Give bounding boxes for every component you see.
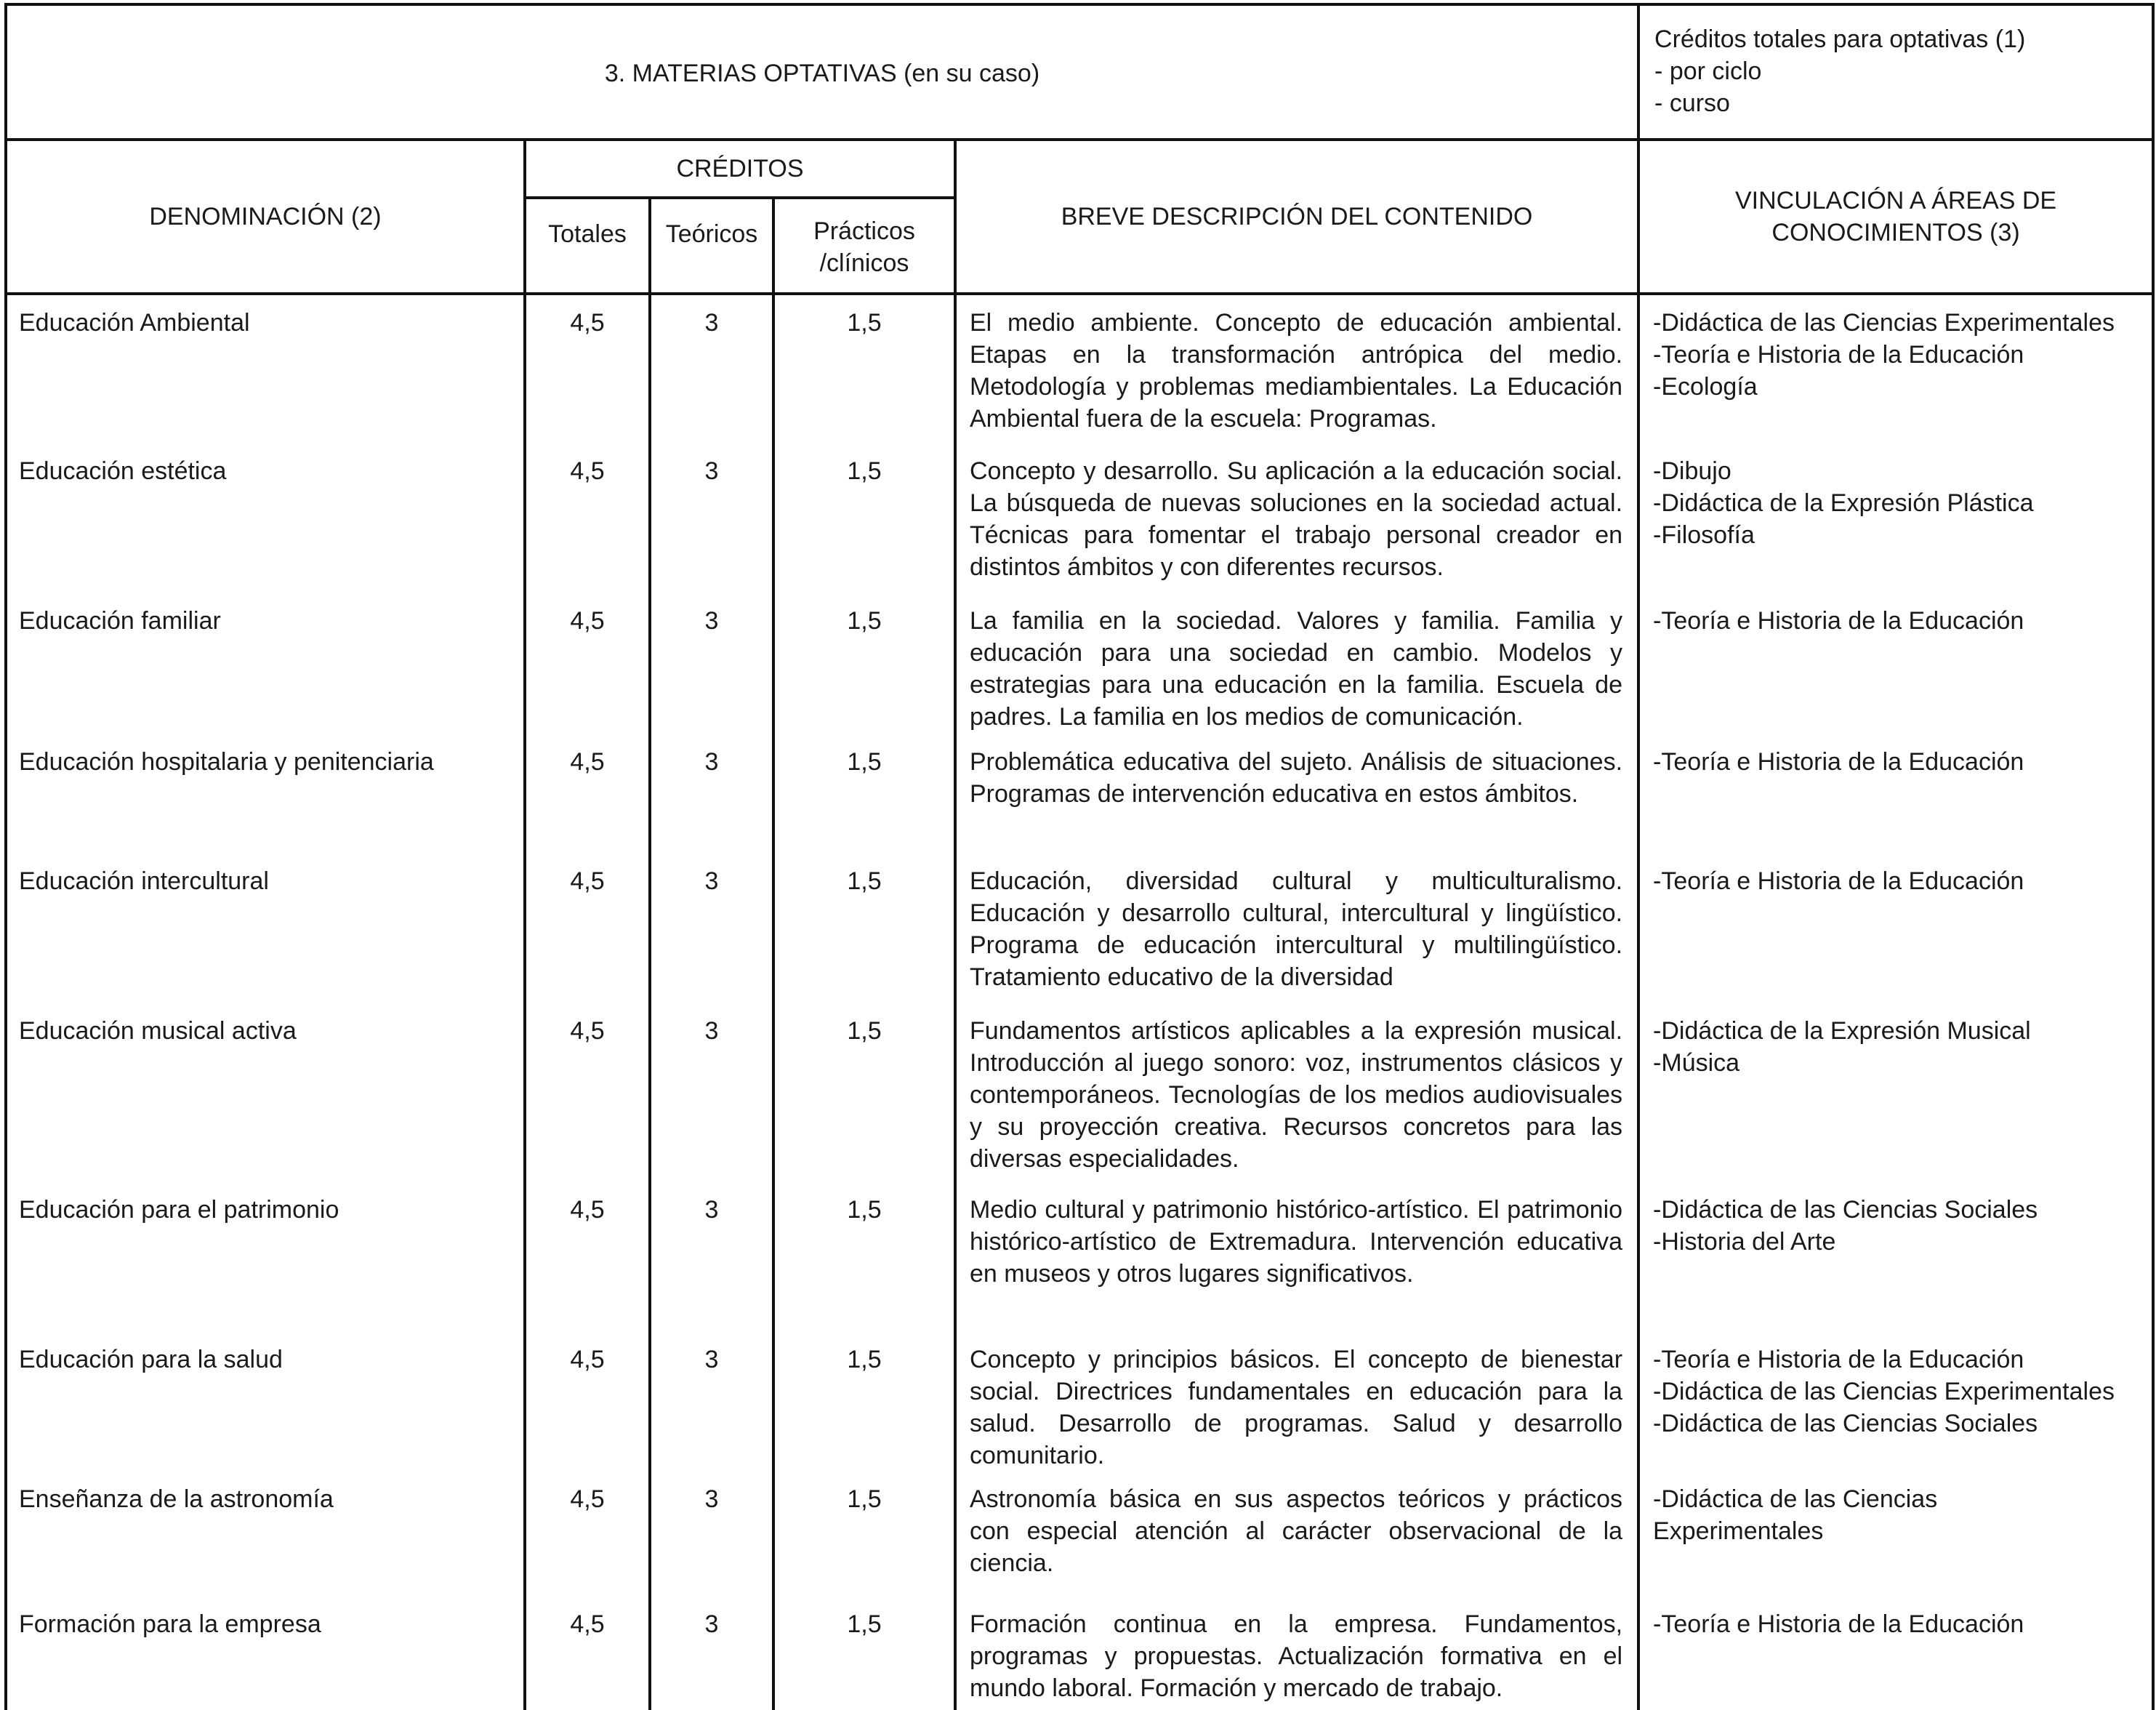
knowledge-areas [1638,1597,2153,1710]
knowledge-areas [1638,294,2153,443]
column-header-creditos: CRÉDITOS [525,140,955,198]
credits-practicos: 1,5 [773,443,955,593]
table-row [6,593,2153,734]
knowledge-area-item: Experimentales [1653,1517,1824,1545]
table-row [6,734,2153,854]
credits-practicos: 1,5 [773,1182,955,1332]
credits-teoricos: 3 [650,1182,773,1332]
knowledge-area-item: -Teoría e Historia de la Educación [1653,867,2024,895]
content-description: Astronomía básica en sus aspectos teóricos y prácticos con especial atención al carácter observacional de la ciencia. [955,1472,1638,1597]
knowledge-area-item: -Música [1653,1049,1740,1077]
credits-totales: 4,5 [525,1472,650,1597]
subject-name: Educación musical activa [6,1003,525,1182]
knowledge-areas [1638,1472,2153,1597]
knowledge-areas [1638,1182,2153,1332]
credits-totales: 4,5 [525,854,650,1003]
column-header-vinculacion: VINCULACIÓN A ÁREAS DE CONOCIMIENTOS (3) [1638,140,2153,294]
content-description: Fundamentos artísticos aplicables a la expresión musical. Introducción al juego sonoro: voz, instrumentos clásicos y contemporáneos. Tecnologías de los medios audiovisuales y su proyección creativa. Recursos concretos para las diversas especialidades. [955,1003,1638,1182]
credits-practicos: 1,5 [773,294,955,443]
column-header-practicos: Prácticos /clínicos [773,198,955,294]
credits-practicos: 1,5 [773,1003,955,1182]
section-title: 3. MATERIAS OPTATIVAS (en su caso) [6,4,1638,140]
knowledge-areas [1638,854,2153,1003]
credits-teoricos: 3 [650,854,773,1003]
credits-teoricos: 3 [650,443,773,593]
subject-name: Educación para la salud [6,1332,525,1472]
subject-name: Educación hospitalaria y penitenciaria [6,734,525,854]
document-page [4,3,2152,1710]
content-description: Medio cultural y patrimonio histórico-artístico. El patrimonio histórico-artístico de Extremadura. Intervención educativa en museos y otros lugares significativos. [955,1182,1638,1332]
knowledge-area-item: -Didáctica de las Ciencias Experimentales [1653,1378,2115,1405]
subject-name: Enseñanza de la astronomía [6,1472,525,1597]
knowledge-areas [1638,593,2153,734]
knowledge-area-item: -Didáctica de las Ciencias Experimentales [1653,309,2115,337]
credits-note [1638,4,2153,140]
knowledge-area-item: -Didáctica de la Expresión Plástica [1653,489,2034,517]
credits-note-line: - por ciclo [1654,57,1762,85]
knowledge-area-item: -Didáctica de las Ciencias Sociales [1653,1410,2038,1437]
knowledge-area-item: -Teoría e Historia de la Educación [1653,1610,2024,1638]
subject-name: Formación para la empresa [6,1597,525,1710]
knowledge-area-item: -Dibujo [1653,457,1731,485]
credits-practicos: 1,5 [773,734,955,854]
credits-note-line: - curso [1654,89,1730,117]
knowledge-area-item: -Teoría e Historia de la Educación [1653,607,2024,635]
knowledge-area-item: -Filosofía [1653,521,1755,549]
subject-name: Educación estética [6,443,525,593]
credits-totales: 4,5 [525,294,650,443]
column-header-denominacion: DENOMINACIÓN (2) [6,140,525,294]
content-description: Problemática educativa del sujeto. Análisis de situaciones. Programas de intervención educativa en estos ámbitos. [955,734,1638,854]
subject-name: Educación para el patrimonio [6,1182,525,1332]
table-row [6,443,2153,593]
table-body [6,294,2153,1710]
credits-teoricos: 3 [650,1003,773,1182]
credits-totales: 4,5 [525,1597,650,1710]
column-header-descripcion: BREVE DESCRIPCIÓN DEL CONTENIDO [955,140,1638,294]
content-description: Concepto y principios básicos. El concepto de bienestar social. Directrices fundamentales en educación para la salud. Desarrollo de programas. Salud y desarrollo comunitario. [955,1332,1638,1472]
knowledge-areas [1638,443,2153,593]
knowledge-area-item: -Teoría e Historia de la Educación [1653,1346,2024,1373]
credits-practicos: 1,5 [773,1597,955,1710]
credits-practicos: 1,5 [773,1332,955,1472]
content-description: Concepto y desarrollo. Su aplicación a la educación social. La búsqueda de nuevas soluciones en la sociedad actual. Técnicas para fomentar el trabajo personal creador en distintos ámbitos y con diferentes recursos. [955,443,1638,593]
table-row [6,1003,2153,1182]
column-header-totales: Totales [525,198,650,294]
knowledge-areas [1638,734,2153,854]
credits-teoricos: 3 [650,593,773,734]
table-row [6,1182,2153,1332]
credits-teoricos: 3 [650,1472,773,1597]
table-row [6,294,2153,443]
content-description: Formación continua en la empresa. Fundamentos, programas y propuestas. Actualización formativa en el mundo laboral. Formación y mercado de trabajo. [955,1597,1638,1710]
credits-practicos: 1,5 [773,593,955,734]
table-row [6,854,2153,1003]
knowledge-area-item: -Teoría e Historia de la Educación [1653,341,2024,369]
table-row [6,1597,2153,1710]
credits-totales: 4,5 [525,443,650,593]
credits-practicos: 1,5 [773,1472,955,1597]
knowledge-area-item: -Didáctica de las Ciencias [1653,1485,1938,1513]
subject-name: Educación intercultural [6,854,525,1003]
credits-teoricos: 3 [650,734,773,854]
content-description: El medio ambiente. Concepto de educación ambiental. Etapas en la transformación antrópica del medio. Metodología y problemas mediambientales. La Educación Ambiental fuera de la escuela: Programas. [955,294,1638,443]
content-description: Educación, diversidad cultural y multiculturalismo. Educación y desarrollo cultural, intercultural y lingüístico. Programa de educación intercultural y multilingüístico. Tratamiento educativo de la diversidad [955,854,1638,1003]
credits-totales: 4,5 [525,734,650,854]
credits-practicos: 1,5 [773,854,955,1003]
credits-teoricos: 3 [650,294,773,443]
knowledge-area-item: -Historia del Arte [1653,1228,1836,1256]
credits-teoricos: 3 [650,1332,773,1472]
credits-totales: 4,5 [525,1332,650,1472]
credits-teoricos: 3 [650,1597,773,1710]
column-header-teoricos: Teóricos [650,198,773,294]
knowledge-areas [1638,1003,2153,1182]
table-row [6,1332,2153,1472]
subject-name: Educación Ambiental [6,294,525,443]
credits-totales: 4,5 [525,593,650,734]
knowledge-area-item: -Didáctica de las Ciencias Sociales [1653,1196,2038,1224]
content-description: La familia en la sociedad. Valores y familia. Familia y educación para una sociedad en cambio. Modelos y estrategias para una educación en la familia. Escuela de padres. La familia en los medios de comunicación. [955,593,1638,734]
knowledge-areas [1638,1332,2153,1472]
credits-totales: 4,5 [525,1182,650,1332]
optativas-table [4,3,2155,1710]
credits-totales: 4,5 [525,1003,650,1182]
credits-note-line: Créditos totales para optativas (1) [1654,25,2026,53]
knowledge-area-item: -Teoría e Historia de la Educación [1653,748,2024,776]
knowledge-area-item: -Didáctica de la Expresión Musical [1653,1017,2031,1045]
subject-name: Educación familiar [6,593,525,734]
table-row [6,1472,2153,1597]
knowledge-area-item: -Ecología [1653,373,1758,401]
